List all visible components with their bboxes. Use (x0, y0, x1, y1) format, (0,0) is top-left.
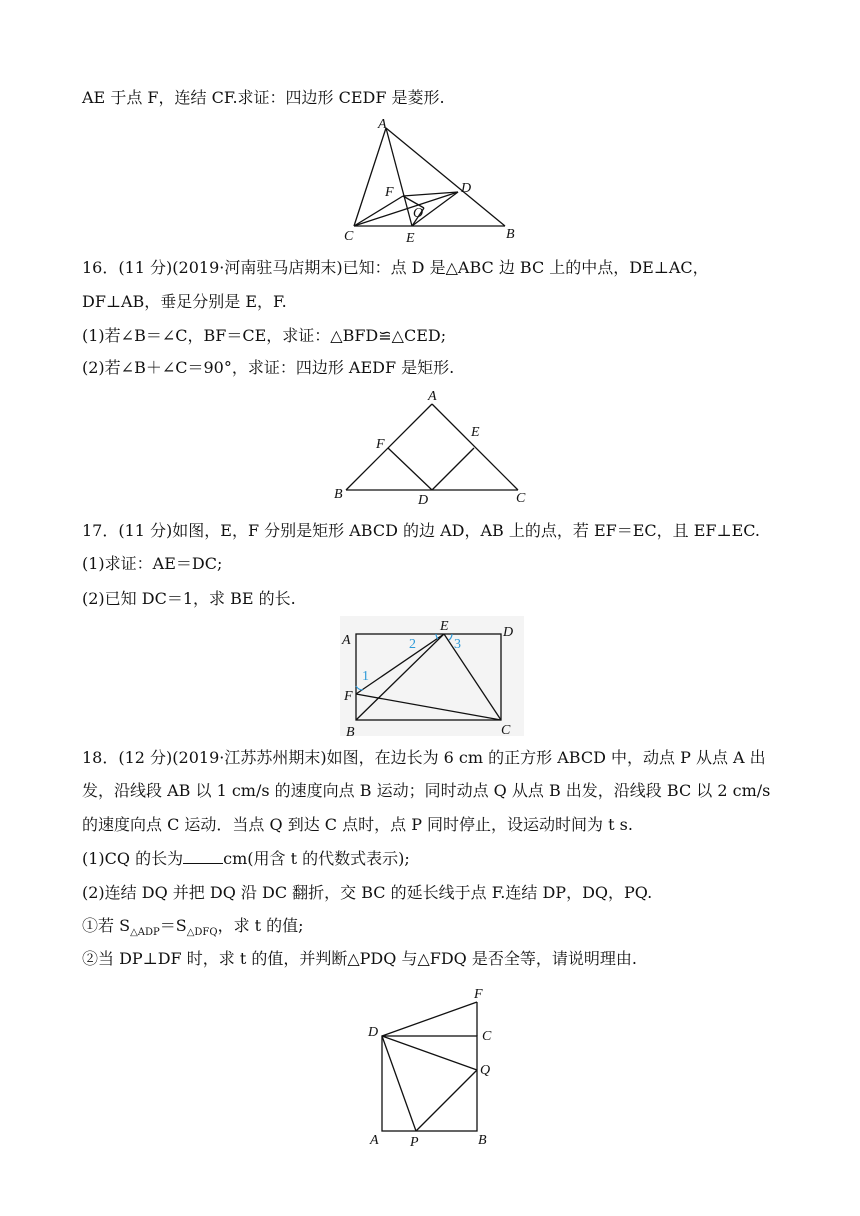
q17-angle-1: 1 (362, 669, 369, 684)
q17-angle-2: 2 (409, 637, 416, 652)
q18-label-P: P (410, 1135, 419, 1150)
q15-label-E: E (406, 231, 415, 246)
q15-label-B: B (506, 227, 515, 242)
q18-line-7: ②当 DP⊥DF 时，求 t 的值，并判断△PDQ 与△FDQ 是否全等，请说明理由. (82, 949, 637, 968)
q18-line-4-end: cm(用含 t 的代数式表示); (223, 849, 410, 868)
q17-label-C: C (501, 723, 511, 738)
q17-line-3: (2)已知 DC＝1，求 BE 的长. (82, 589, 296, 608)
q18-label-F: F (474, 987, 483, 1002)
q17-label-F: F (344, 689, 353, 704)
q18-sub-dfq: △DFQ (186, 927, 218, 939)
q18-line-4 (82, 849, 410, 869)
q18-label-D: D (368, 1025, 379, 1040)
q18-label-C: C (482, 1029, 492, 1044)
q15-label-O: O (413, 206, 424, 221)
q18-line-6-start: ①若 S (82, 916, 131, 935)
q18-line-6-eq: ＝S (159, 916, 187, 935)
q15-label-F: F (385, 185, 394, 200)
q18-line-2: 发，沿线段 AB 以 1 cm/s 的速度向点 B 运动；同时动点 Q 从点 B 出发，沿线段 BC 以 2 cm/s (82, 781, 771, 800)
q18-label-A: A (370, 1133, 379, 1148)
q18-line-1: 18．(12 分)(2019·江苏苏州期末)如图，在边长为 6 cm 的正方形 ABCD 中，动点 P 从点 A 出 (82, 748, 766, 767)
q16-label-B: B (334, 487, 343, 502)
q17-label-A: A (342, 633, 351, 648)
q16-label-A: A (428, 389, 437, 404)
q16-line-2: DF⊥AB，垂足分别是 E，F. (82, 292, 287, 311)
q18-line-6-end: ，求 t 的值; (217, 916, 304, 935)
q16-figure (326, 384, 536, 510)
q16-line-4: (2)若∠B＋∠C＝90°，求证：四边形 AEDF 是矩形. (82, 358, 455, 377)
q18-label-B: B (478, 1133, 487, 1148)
q16-label-F: F (376, 437, 385, 452)
q15-figure (340, 114, 520, 246)
q18-figure (364, 982, 504, 1154)
q15-label-A: A (378, 117, 387, 132)
q18-line-5: (2)连结 DQ 并把 DQ 沿 DC 翻折，交 BC 的延长线于点 F.连结 DP，DQ，PQ. (82, 883, 653, 902)
q17-line-2: (1)求证：AE＝DC; (82, 554, 223, 573)
q17-angle-3: 3 (454, 637, 461, 652)
q18-label-Q: Q (480, 1063, 491, 1078)
q15-label-C: C (344, 229, 354, 244)
q15-tail-text: AE 于点 F，连结 CF.求证：四边形 CEDF 是菱形. (82, 88, 445, 107)
q17-line-1: 17．(11 分)如图，E，F 分别是矩形 ABCD 的边 AD，AB 上的点，若 EF＝EC，且 EF⊥EC. (82, 521, 761, 540)
q18-line-4-start: (1)CQ 的长为 (82, 849, 184, 868)
answer-blank (183, 849, 223, 864)
q16-label-E: E (471, 425, 480, 440)
q18-line-3: 的速度向点 C 运动．当点 Q 到达 C 点时，点 P 同时停止，设运动时间为 t s. (82, 815, 633, 834)
q17-figure (336, 614, 526, 740)
q17-label-E: E (440, 619, 449, 634)
q16-line-1: 16．(11 分)(2019·河南驻马店期末)已知：点 D 是△ABC 边 BC 上的中点，DE⊥AC， (82, 258, 709, 277)
q17-label-D: D (503, 625, 514, 640)
q17-label-B: B (346, 725, 355, 740)
q15-label-D: D (461, 181, 472, 196)
q18-sub-adp: △ADP (130, 927, 160, 939)
q16-label-D: D (418, 493, 429, 508)
q16-label-C: C (516, 491, 526, 506)
q16-line-3: (1)若∠B＝∠C，BF＝CE，求证：△BFD≌△CED; (82, 326, 447, 345)
q18-line-6 (82, 916, 304, 943)
